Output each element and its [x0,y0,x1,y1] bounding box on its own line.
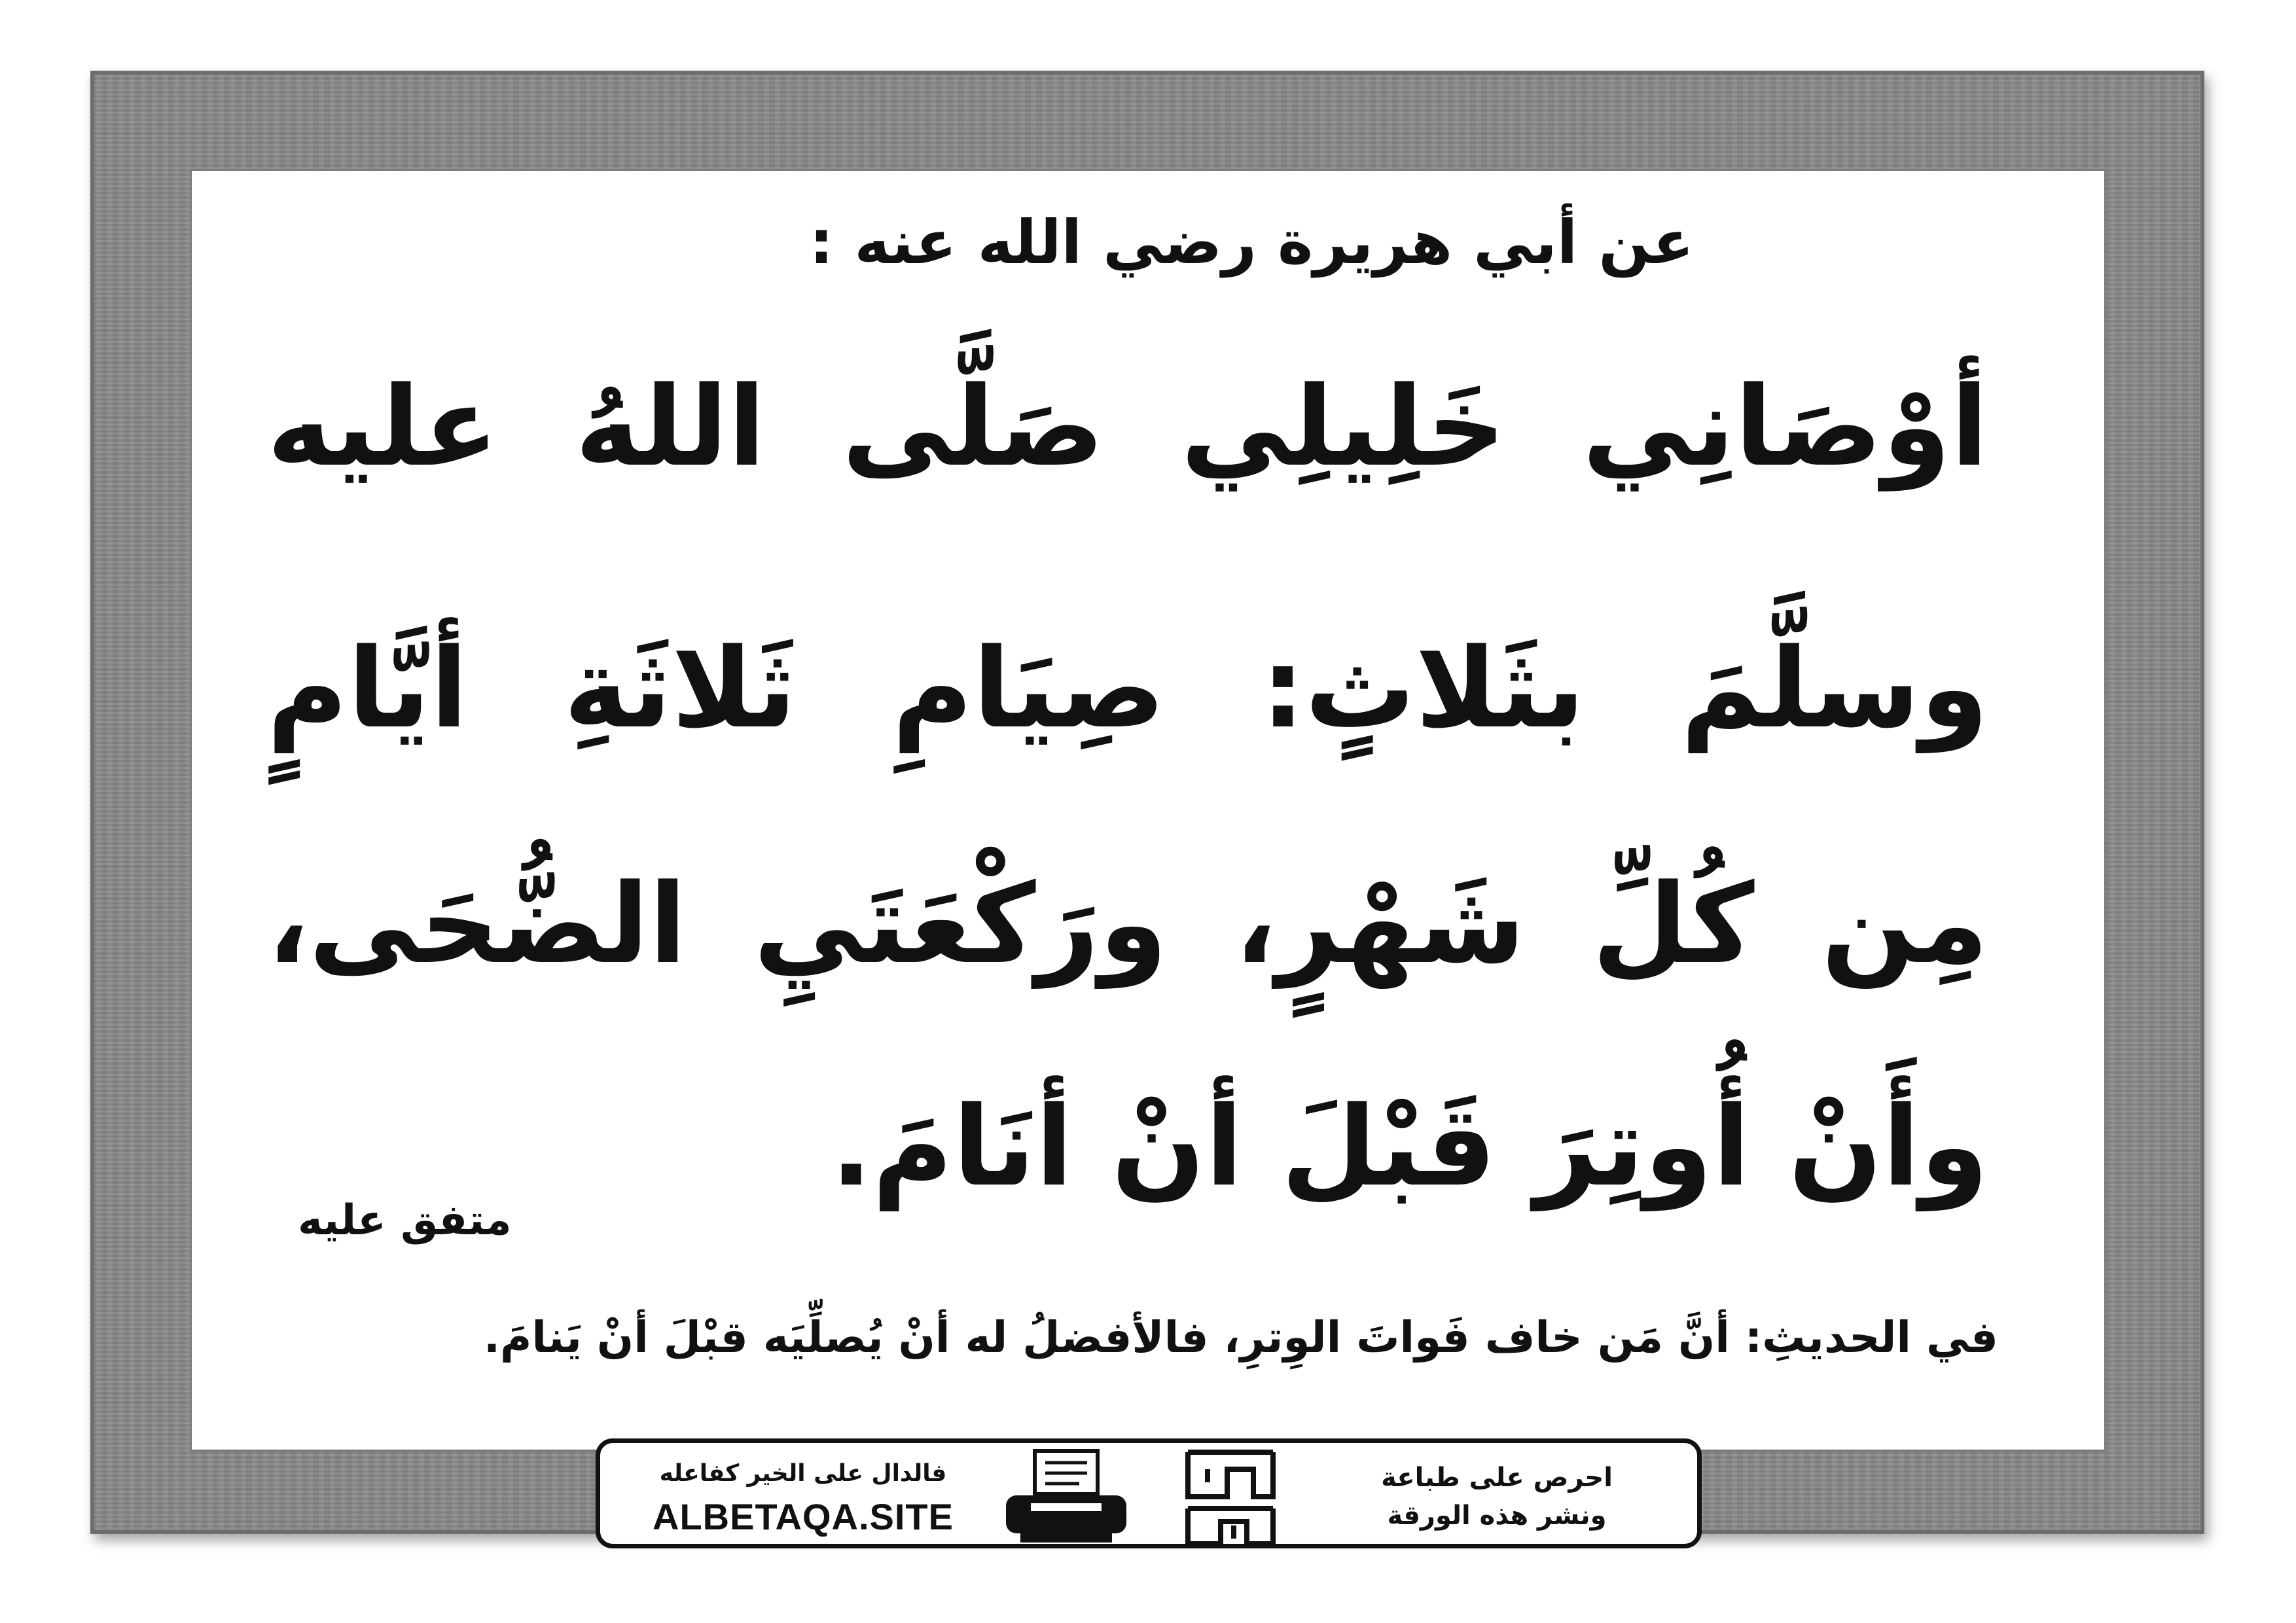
dawatuna-logo-icon [1181,1443,1280,1553]
narrator-line: عن أبي هريرة رضي الله عنه : [809,207,1694,277]
footer-banner [596,1438,1702,1548]
footer-note-line-1: احرص على طباعة [1381,1463,1613,1493]
footer-note-line-2: ونشر هذه الورقة [1387,1501,1607,1531]
footer-print-note [1314,1448,1680,1540]
paper-card [190,169,2106,1452]
hadith-line-3: مِن كُلِّ شَهْرٍ، ورَكْعَتَيِ الضُّحَى، [267,860,1988,988]
hadith-line-2: وسلَّمَ بثَلاثٍ: صِيَامِ ثَلاثَةِ أيَّامٍ [267,624,1988,753]
footer-site-link[interactable]: ALBETAQA.SITE [653,1496,954,1537]
footer-tagline: فالدال على الخير كفاعله [659,1460,947,1487]
printer-icon [1001,1448,1132,1546]
hadith-source: متفق عليه [298,1196,512,1245]
hadith-line-4: وأَنْ أُوتِرَ قَبْلَ أنْ أنَامَ. [830,1082,1988,1211]
hadith-line-1: أوْصَانِي خَلِيلِي صَلَّى اللهُ عليه [267,363,1988,491]
footer-site-block [646,1448,960,1540]
hadith-explanation: في الحديثِ: أنَّ مَن خاف فَواتَ الوِترِ، فالأفضلُ له أنْ يُصلِّيَه قبْلَ أنْ يَنامَ. [483,1312,1998,1363]
